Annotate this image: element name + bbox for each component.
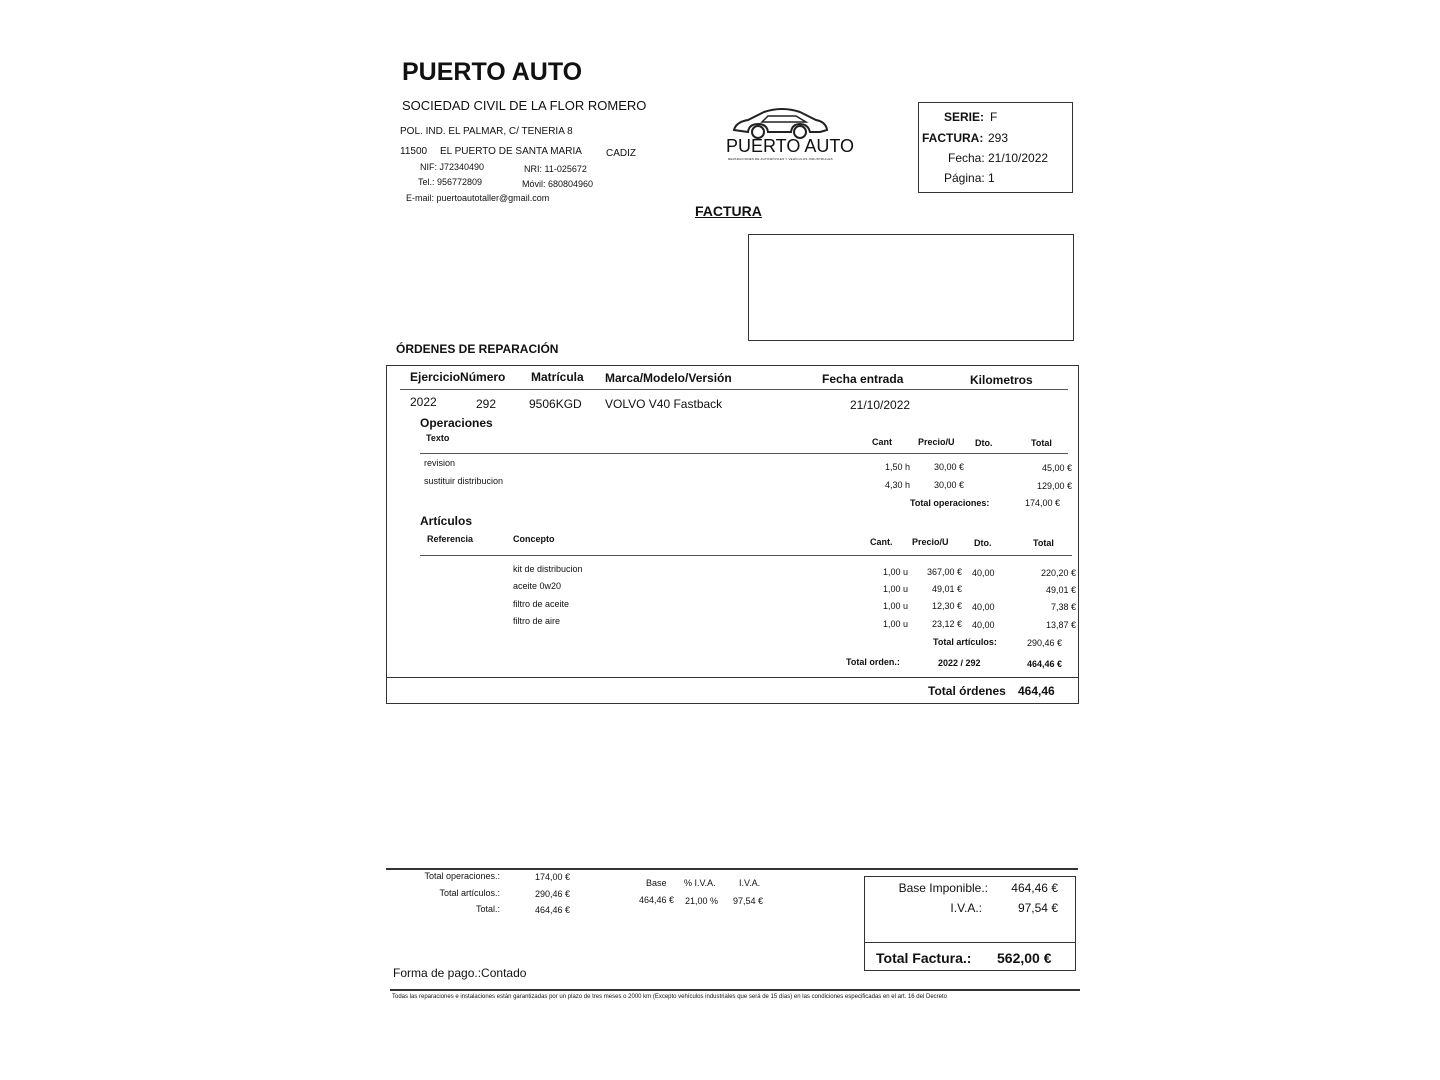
- total-ordenes-value: 464,46: [1018, 684, 1055, 698]
- company-tel: Tel.: 956772809: [418, 177, 483, 187]
- art-total: 49,01 €: [1045, 585, 1076, 595]
- logo-tagline: REPARACIONES DE AUTOMÓVILES Y VEHÍCULOS INDUSTRIALES: [728, 157, 833, 161]
- art-precio: 12,30 €: [931, 601, 962, 611]
- art-divider: [420, 555, 1072, 556]
- art-dto: 40,00: [972, 620, 995, 630]
- serie-value: F: [990, 110, 998, 124]
- summary-iva-pct-header: % I.V.A.: [684, 878, 716, 888]
- art-header-concepto: Concepto: [513, 534, 555, 544]
- pagina-label: Página:: [944, 171, 985, 185]
- art-total: 13,87 €: [1045, 620, 1076, 630]
- art-header-total: Total: [1033, 538, 1054, 548]
- company-movil: Móvil: 680804960: [522, 179, 594, 189]
- op-cant: 4,30 h: [884, 480, 910, 490]
- art-precio: 49,01 €: [931, 584, 962, 594]
- op-precio: 30,00 €: [933, 480, 964, 490]
- company-nif: NIF: J72340490: [420, 162, 485, 172]
- total-ordenes-divider: [386, 677, 1078, 678]
- op-total: 45,00 €: [1041, 463, 1072, 473]
- total-ordenes-label: Total órdenes: [928, 684, 1006, 698]
- art-concepto: aceite 0w20: [513, 581, 562, 591]
- summary-iva-pct-value: 21,00 %: [685, 896, 719, 906]
- summary-art-value: 290,46 €: [534, 889, 570, 899]
- op-header-dto: Dto.: [975, 438, 993, 448]
- order-fecha-entrada: 21/10/2022: [850, 398, 911, 412]
- op-header-texto: Texto: [426, 433, 450, 443]
- header-divider: [400, 389, 1068, 390]
- company-society: SOCIEDAD CIVIL DE LA FLOR ROMERO: [402, 98, 647, 113]
- art-precio: 367,00 €: [926, 567, 962, 577]
- footer-divider: [390, 989, 1080, 991]
- summary-art-label: Total artículos.:: [439, 888, 500, 898]
- art-total-label: Total artículos:: [933, 637, 997, 647]
- header-fecha-entrada: Fecha entrada: [822, 372, 904, 386]
- totals-box-divider: [864, 942, 1075, 943]
- articulos-title: Artículos: [420, 514, 473, 528]
- art-header-referencia: Referencia: [427, 534, 474, 544]
- section-title: ÓRDENES DE REPARACIÓN: [396, 342, 559, 356]
- company-postal: 11500: [400, 146, 428, 157]
- operaciones-title: Operaciones: [420, 416, 493, 430]
- total-orden-label: Total orden.:: [846, 657, 900, 667]
- op-cant: 1,50 h: [884, 462, 910, 472]
- company-nri: NRI: 11-025672: [524, 164, 587, 174]
- company-name: PUERTO AUTO: [402, 58, 583, 86]
- summary-base-header: Base: [646, 878, 667, 888]
- factura-value: 293: [988, 131, 1009, 145]
- footer-note: Todas las reparaciones e instalaciones están garantizadas por un plazo de tres meses o 2000 km (Excepto vehículos industriales que será de 15 días) en las condiciones especificadas en el art. 16 del Decreto: [392, 994, 947, 1000]
- op-total: 129,00 €: [1036, 481, 1072, 491]
- factura-label: FACTURA:: [922, 131, 984, 145]
- op-divider: [420, 453, 1068, 454]
- art-precio: 23,12 €: [931, 619, 962, 629]
- art-concepto: filtro de aceite: [513, 599, 570, 609]
- art-dto: 40,00: [972, 568, 995, 578]
- total-factura-value: 562,00 €: [997, 950, 1052, 966]
- customer-box: [748, 234, 1074, 341]
- pagina-value: 1: [988, 171, 995, 185]
- op-precio: 30,00 €: [933, 462, 964, 472]
- art-cant: 1,00 u: [882, 619, 908, 629]
- art-total: 7,38 €: [1050, 602, 1076, 612]
- header-ejercicio-numero: EjercicioNúmero: [410, 370, 506, 384]
- art-cant: 1,00 u: [882, 567, 908, 577]
- fecha-label: Fecha:: [948, 151, 985, 165]
- art-concepto: filtro de aire: [513, 616, 561, 626]
- header-matricula: Matrícula: [531, 370, 584, 384]
- summary-total-value: 464,46 €: [534, 905, 570, 915]
- art-total: 220,20 €: [1040, 568, 1076, 578]
- serie-label: SERIE:: [944, 110, 985, 124]
- order-matricula: 9506KGD: [529, 397, 582, 411]
- op-header-cant: Cant: [872, 437, 892, 447]
- summary-total-label: Total.:: [475, 904, 500, 914]
- total-orden-value: 464,46 €: [1026, 659, 1062, 669]
- art-cant: 1,00 u: [882, 584, 908, 594]
- base-imponible-value: 464,46 €: [1011, 881, 1058, 895]
- op-total-label: Total operaciones:: [910, 498, 990, 508]
- company-email: E-mail: puertoautotaller@gmail.com: [406, 193, 550, 203]
- payment-method: Forma de pago.:Contado: [393, 966, 527, 980]
- document-title: FACTURA: [695, 203, 762, 219]
- art-cant: 1,00 u: [882, 601, 908, 611]
- iva-value: 97,54 €: [1017, 901, 1058, 915]
- art-header-precio: Precio/U: [912, 537, 949, 547]
- op-header-precio: Precio/U: [918, 437, 955, 447]
- summary-base-value: 464,46 €: [639, 895, 675, 905]
- art-dto: 40,00: [972, 602, 995, 612]
- op-header-total: Total: [1031, 438, 1052, 448]
- summary-iva-value: 97,54 €: [733, 896, 764, 906]
- summary-ops-value: 174,00 €: [534, 872, 570, 882]
- company-province: CADIZ: [606, 148, 636, 159]
- order-modelo: VOLVO V40 Fastback: [605, 397, 723, 411]
- summary-divider: [386, 868, 1078, 870]
- op-total-value: 174,00 €: [1024, 498, 1060, 508]
- art-total-value: 290,46 €: [1026, 638, 1062, 648]
- iva-label: I.V.A.:: [950, 901, 982, 915]
- op-texto: revision: [424, 458, 456, 468]
- op-texto: sustituir distribucion: [424, 476, 504, 486]
- art-concepto: kit de distribucion: [513, 564, 583, 574]
- summary-iva-header: I.V.A.: [739, 878, 761, 888]
- company-city: EL PUERTO DE SANTA MARIA: [440, 146, 582, 157]
- total-orden-ref: 2022 / 292: [938, 658, 981, 668]
- summary-ops-label: Total operaciones.:: [424, 871, 500, 881]
- order-ejercicio: 2022: [410, 395, 437, 409]
- logo-text: PUERTO AUTO: [726, 136, 855, 156]
- base-imponible-label: Base Imponible.:: [898, 881, 988, 895]
- company-address: POL. IND. EL PALMAR, C/ TENERIA 8: [400, 126, 573, 137]
- art-header-dto: Dto.: [974, 538, 992, 548]
- header-kilometros: Kilometros: [970, 373, 1033, 387]
- fecha-value: 21/10/2022: [988, 151, 1049, 165]
- art-header-cant: Cant.: [870, 537, 893, 547]
- total-factura-label: Total Factura.:: [876, 950, 972, 966]
- header-marca: Marca/Modelo/Versión: [605, 371, 732, 385]
- order-numero: 292: [476, 397, 497, 411]
